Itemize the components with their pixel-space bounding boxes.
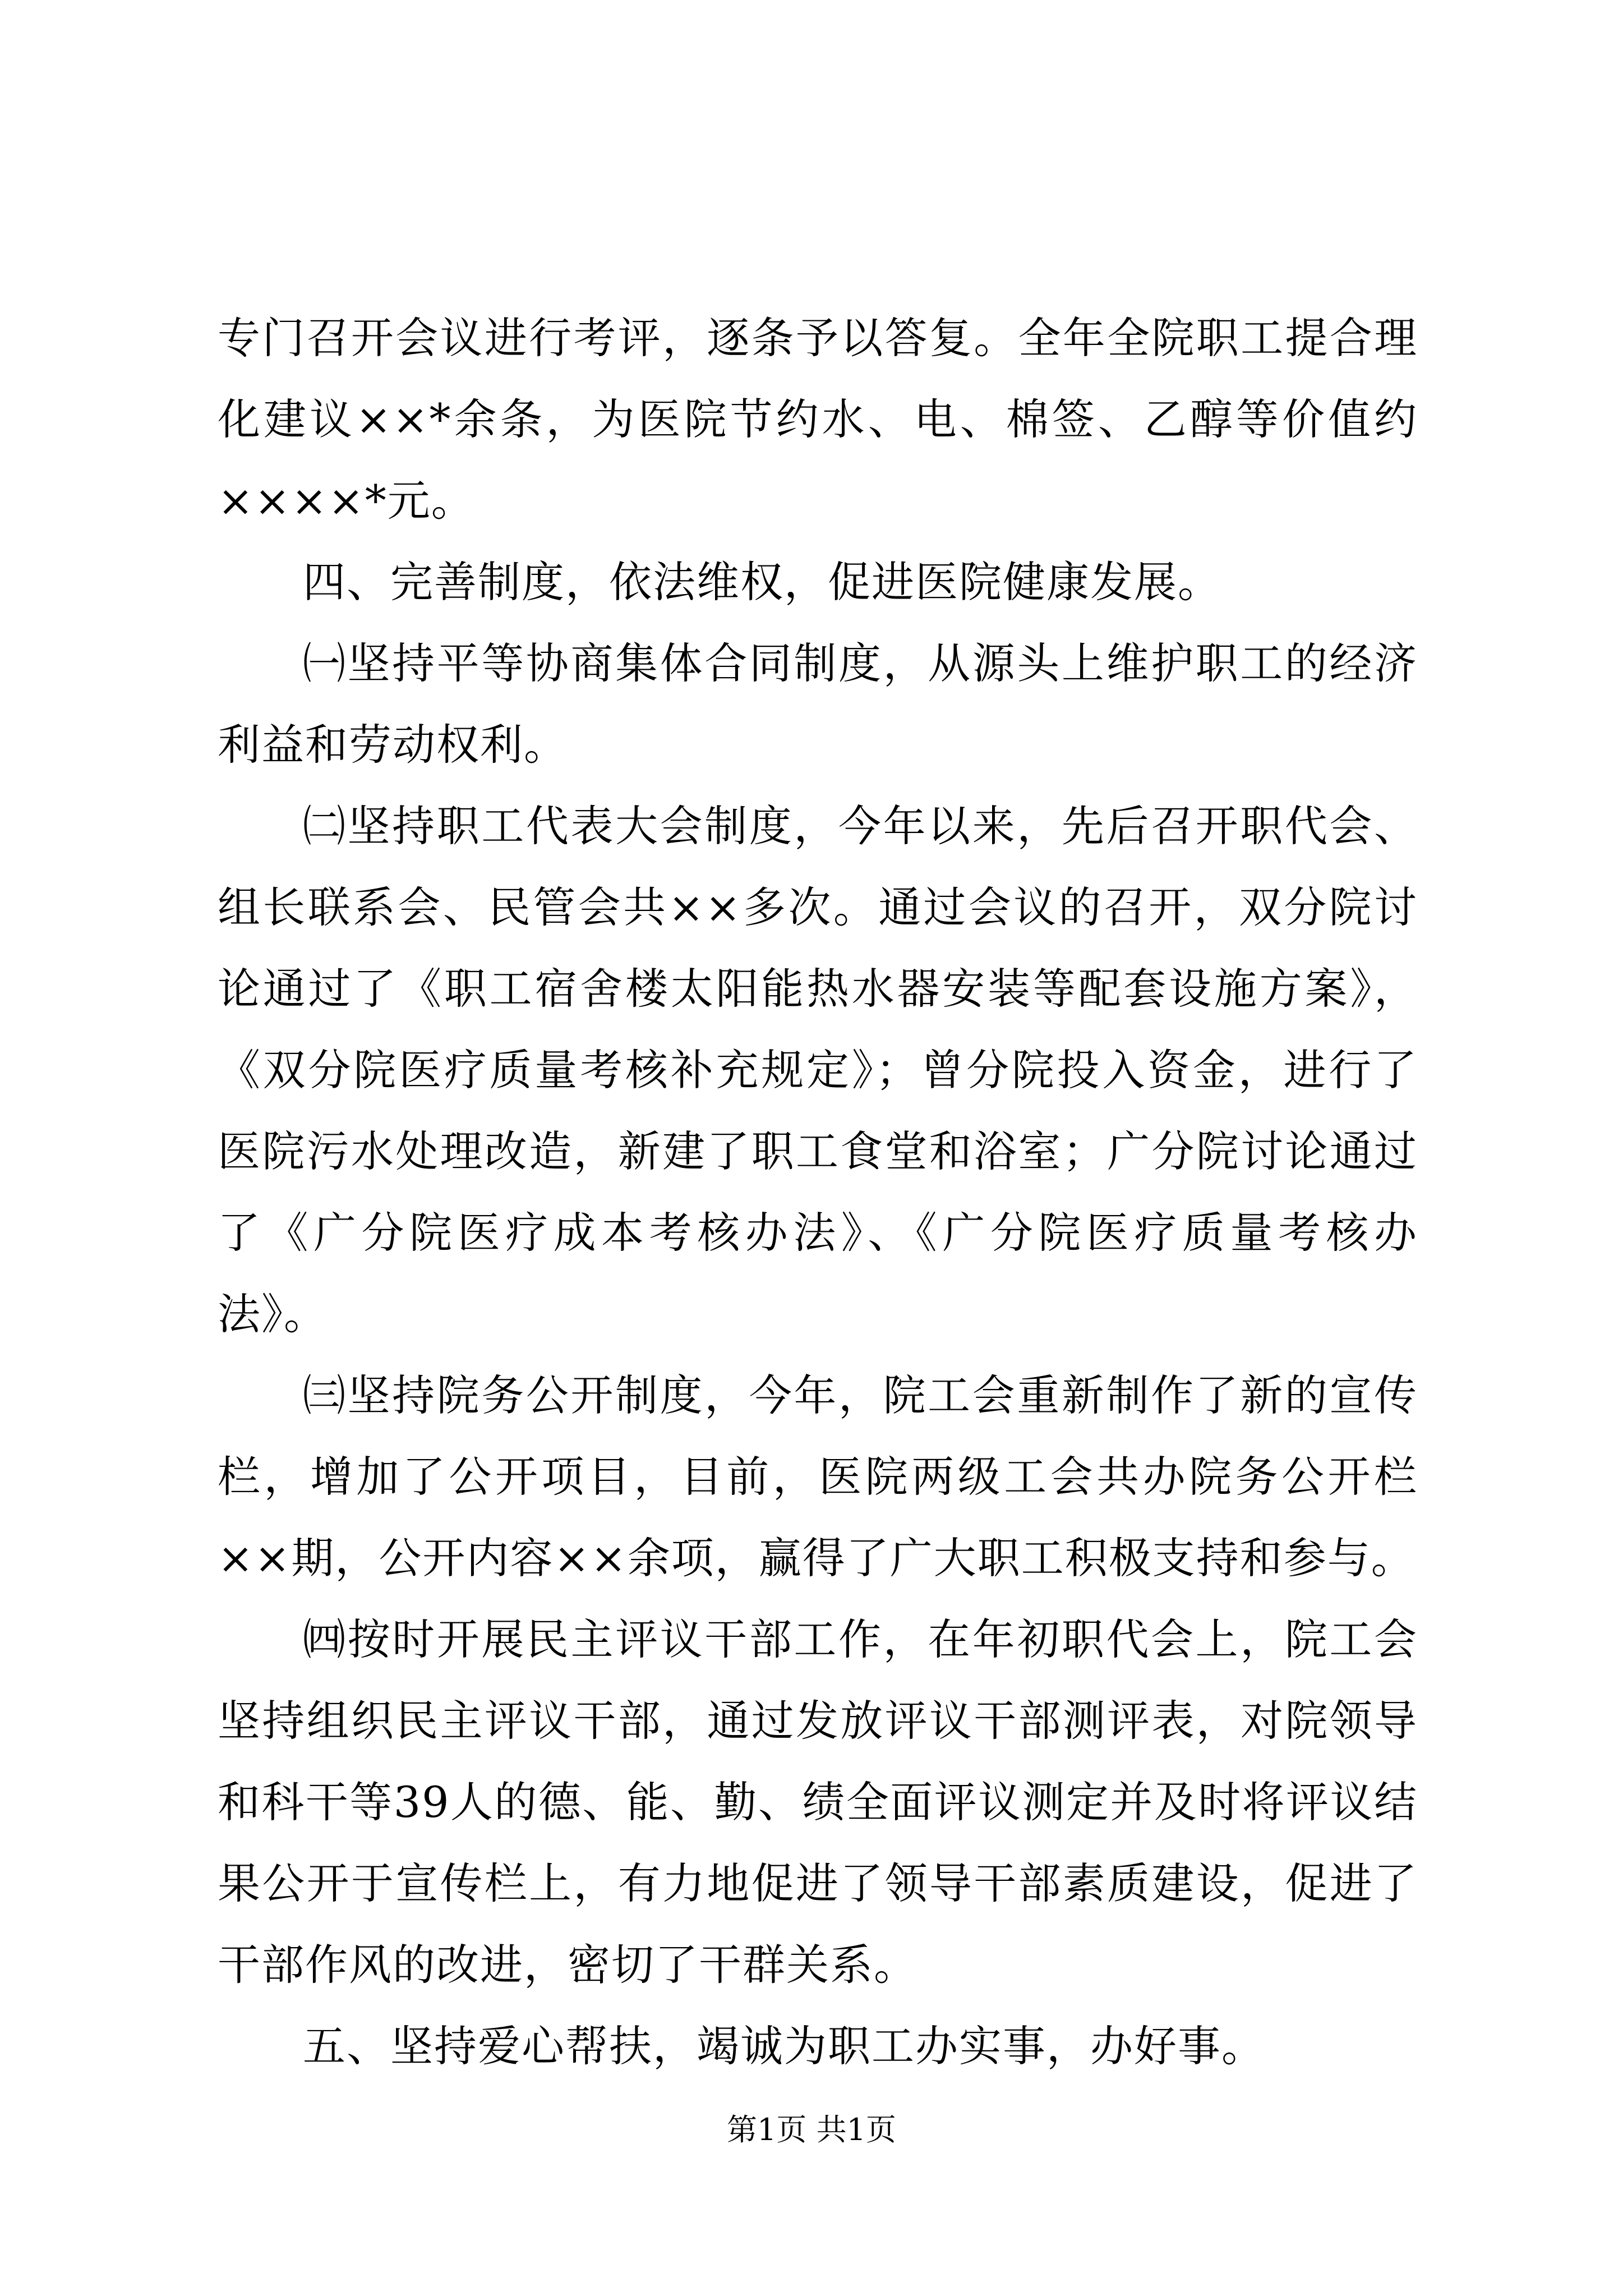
section-heading-four: 四、完善制度，依法维权，促进医院健康发展。 [303, 557, 1221, 607]
paragraph-item-3: ㈢坚持院务公开制度，今年，院工会重新制作了新的宣传栏，增加了公开项目，目前，医院两级工会共办院务公开栏××期，公开内容××余项，赢得了广大职工积极支持和参与。 [218, 1370, 1418, 1583]
document-body [218, 297, 1418, 2087]
section-heading-five: 五、坚持爱心帮扶，竭诚为职工办实事，办好事。 [303, 2021, 1265, 2071]
paragraph-item-4: ㈣按时开展民主评议干部工作，在年初职代会上，院工会坚持组织民主评议干部，通过发放评议干部测评表，对院领导和科干等39人的德、能、勤、绩全面评议测定并及时将评议结果公开于宣传栏上，有力地促进了领导干部素质建设，促进了干部作风的改进，密切了干群关系。 [218, 1614, 1418, 1990]
page-footer: 第1页 共1页 [727, 2112, 896, 2147]
paragraph-item-1: ㈠坚持平等协商集体合同制度，从源头上维护职工的经济利益和劳动权利。 [218, 638, 1418, 770]
paragraph-item-2: ㈡坚持职工代表大会制度，今年以来，先后召开职代会、组长联系会、民管会共××多次。通过会议的召开，双分院讨论通过了《职工宿舍楼太阳能热水器安装等配套设施方案》，《双分院医疗质量考核补充规定》；曾分院投入资金，进行了医院污水处理改造，新建了职工食堂和浴室；广分院讨论通过了《广分院医疗成本考核办法》、《广分院医疗质量考核办法》。 [218, 801, 1418, 1339]
paragraph-continuation: 专门召开会议进行考评，逐条予以答复。全年全院职工提合理化建议××*余条，为医院节约水、电、棉签、乙醇等价值约××××*元。 [218, 313, 1418, 526]
